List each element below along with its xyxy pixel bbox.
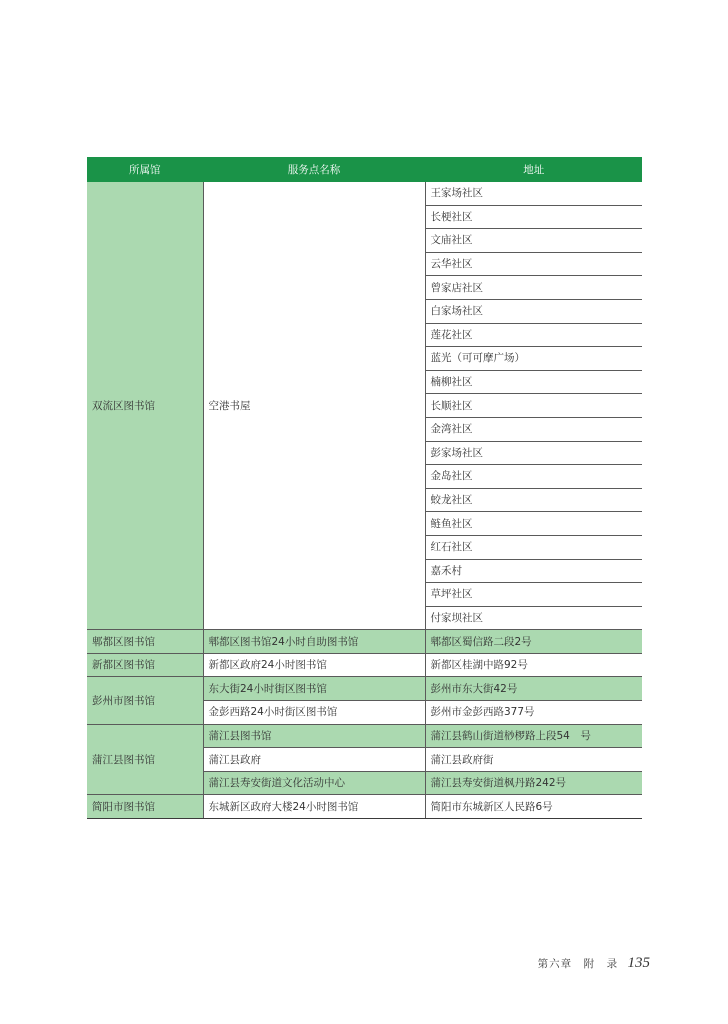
- address-cell: 彭州市金彭西路377号: [425, 701, 642, 725]
- header-service-point: 服务点名称: [203, 158, 425, 182]
- table-row: [87, 630, 642, 654]
- header-library: 所属馆: [87, 158, 203, 182]
- table-header-row: [87, 158, 642, 182]
- service-point-cell: 空港书屋: [203, 182, 425, 630]
- service-point-cell: 蒲江县政府: [203, 748, 425, 772]
- address-cell: 嘉禾村: [425, 559, 642, 583]
- table-row: [87, 182, 642, 206]
- address-cell: 王家场社区: [425, 182, 642, 206]
- table-row: [87, 724, 642, 748]
- library-cell: 蒲江县图书馆: [87, 724, 203, 795]
- service-point-cell: 金彭西路24小时街区图书馆: [203, 701, 425, 725]
- address-cell: 白家场社区: [425, 299, 642, 323]
- address-cell: 彭州市东大街42号: [425, 677, 642, 701]
- page-footer: [538, 955, 650, 972]
- service-point-cell: 东大街24小时街区图书馆: [203, 677, 425, 701]
- page-number: 135: [627, 955, 650, 971]
- address-cell: 新都区桂湖中路92号: [425, 653, 642, 677]
- header-address: 地址: [425, 158, 642, 182]
- address-cell: 莲花社区: [425, 323, 642, 347]
- address-cell: 红石社区: [425, 535, 642, 559]
- address-cell: 长梗社区: [425, 205, 642, 229]
- address-cell: 云华社区: [425, 252, 642, 276]
- chapter-label: 第六章 附 录: [537, 958, 619, 970]
- address-cell: 蒲江县政府街: [425, 748, 642, 772]
- table-row: [87, 677, 642, 701]
- library-cell: 彭州市图书馆: [87, 677, 203, 724]
- table-row: [87, 653, 642, 677]
- address-cell: 楠柳社区: [425, 370, 642, 394]
- address-cell: 蒲江县鹤山街道桫椤路上段54 号: [425, 724, 642, 748]
- address-cell: 金湾社区: [425, 417, 642, 441]
- library-cell: 郫都区图书馆: [87, 630, 203, 654]
- address-cell: 鲢鱼社区: [425, 512, 642, 536]
- address-cell: 蛟龙社区: [425, 488, 642, 512]
- service-point-cell: 东城新区政府大楼24小时图书馆: [203, 795, 425, 819]
- service-points-table: [87, 157, 642, 819]
- address-cell: 文庙社区: [425, 229, 642, 253]
- library-cell: 双流区图书馆: [87, 182, 203, 630]
- table-row: [87, 795, 642, 819]
- address-cell: 蓝光（可可摩广场）: [425, 347, 642, 371]
- library-cell: 新都区图书馆: [87, 653, 203, 677]
- service-point-cell: 郫都区图书馆24小时自助图书馆: [203, 630, 425, 654]
- address-cell: 蒲江县寿安街道枫丹路242号: [425, 771, 642, 795]
- service-point-cell: 蒲江县寿安街道文化活动中心: [203, 771, 425, 795]
- library-cell: 简阳市图书馆: [87, 795, 203, 819]
- address-cell: 简阳市东城新区人民路6号: [425, 795, 642, 819]
- address-cell: 草坪社区: [425, 583, 642, 607]
- address-cell: 金岛社区: [425, 465, 642, 489]
- service-point-cell: 蒲江县图书馆: [203, 724, 425, 748]
- address-cell: 彭家场社区: [425, 441, 642, 465]
- service-point-cell: 新都区政府24小时图书馆: [203, 653, 425, 677]
- address-cell: 付家坝社区: [425, 606, 642, 630]
- address-cell: 曾家店社区: [425, 276, 642, 300]
- address-cell: 长顺社区: [425, 394, 642, 418]
- address-cell: 郫都区蜀信路二段2号: [425, 630, 642, 654]
